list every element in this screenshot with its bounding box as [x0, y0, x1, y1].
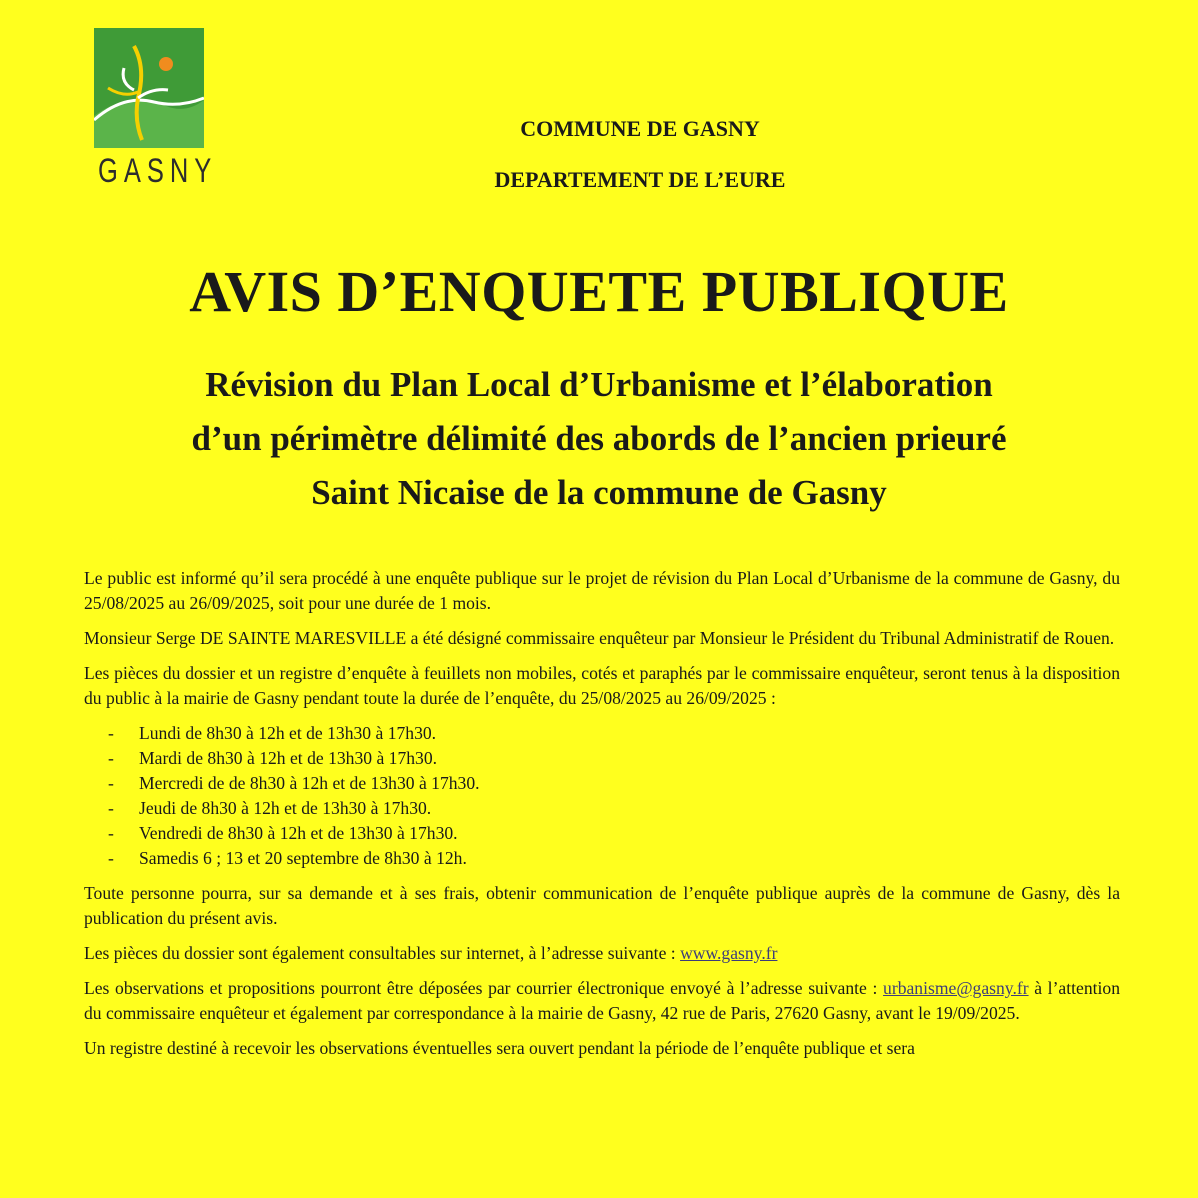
- departement-name: DEPARTEMENT DE L’EURE: [494, 167, 786, 192]
- internet-text: Les pièces du dossier sont également consultables sur internet, à l’adresse suivante :: [84, 943, 681, 963]
- paragraph-communication: Toute personne pourra, sur sa demande et à ses frais, obtenir communication de l’enquête publique auprès de la commune de Gasny, dès la publication du présent avis.: [84, 883, 1120, 928]
- subtitle-line-3: Saint Nicaise de la commune de Gasny: [311, 473, 887, 512]
- schedule-item: - Samedis 6 ; 13 et 20 septembre de 8h30 à 12h.: [108, 846, 1120, 871]
- paragraph-intro: Le public est informé qu’il sera procédé à une enquête publique sur le projet de révision du Plan Local d’Urbanisme de la commune de Gasny, du 25/08/2025 au 26/09/2025, soit pour une durée de 1 mois.: [84, 568, 1120, 613]
- paragraph-commissaire: Monsieur Serge DE SAINTE MARESVILLE a été désigné commissaire enquêteur par Monsieur le Président du Tribunal Administratif de Rouen.: [84, 628, 1115, 648]
- notice-body: [84, 566, 1120, 1071]
- email-link[interactable]: urbanisme@gasny.fr: [883, 978, 1029, 998]
- paragraph-observations: [84, 976, 1120, 1026]
- header: [420, 114, 860, 216]
- commune-name: COMMUNE DE GASNY: [520, 116, 760, 141]
- observations-text-2: à l’attention du commissaire enquêteur et également par correspondance à la mairie de Gasny, 42 rue de Paris, 27620 Gasny, avant le 19/09/2025.: [84, 978, 1120, 1023]
- subtitle-line-2: d’un périmètre délimité des abords de l’ancien prieuré: [191, 419, 1007, 458]
- logo-emblem: [94, 28, 204, 148]
- schedule-list: [84, 721, 1120, 871]
- notice-subtitle: [60, 358, 1138, 520]
- notice-title: AVIS D’ENQUETE PUBLIQUE: [189, 259, 1009, 324]
- paragraph-internet: [84, 941, 1120, 966]
- gasny-logo: [92, 28, 216, 191]
- observations-text-1: Les observations et propositions pourront être déposées par courrier électronique envoyé à l’adresse suivante :: [84, 978, 878, 998]
- subtitle-line-1: Révision du Plan Local d’Urbanisme et l’élaboration: [205, 365, 993, 404]
- logo-name: GASNY: [98, 152, 218, 190]
- schedule-item: - Mardi de 8h30 à 12h et de 13h30 à 17h30.: [108, 746, 1120, 771]
- schedule-item: - Mercredi de de 8h30 à 12h et de 13h30 à 17h30.: [108, 771, 1120, 796]
- schedule-item: - Vendredi de 8h30 à 12h et de 13h30 à 17h30.: [108, 821, 1120, 846]
- paragraph-dossier: Les pièces du dossier et un registre d’enquête à feuillets non mobiles, cotés et paraphés par le commissaire enquêteur, seront tenus à la disposition du public à la mairie de Gasny pendant toute la durée de l’enquête, du 25/08/2025 au 26/09/2025 :: [84, 663, 1120, 708]
- website-link[interactable]: www.gasny.fr: [680, 943, 778, 963]
- schedule-item: - Jeudi de 8h30 à 12h et de 13h30 à 17h30.: [108, 796, 1120, 821]
- paragraph-registre: Un registre destiné à recevoir les observations éventuelles sera ouvert pendant la période de l’enquête publique et sera: [84, 1038, 915, 1058]
- schedule-item: - Lundi de 8h30 à 12h et de 13h30 à 17h30.: [108, 721, 1120, 746]
